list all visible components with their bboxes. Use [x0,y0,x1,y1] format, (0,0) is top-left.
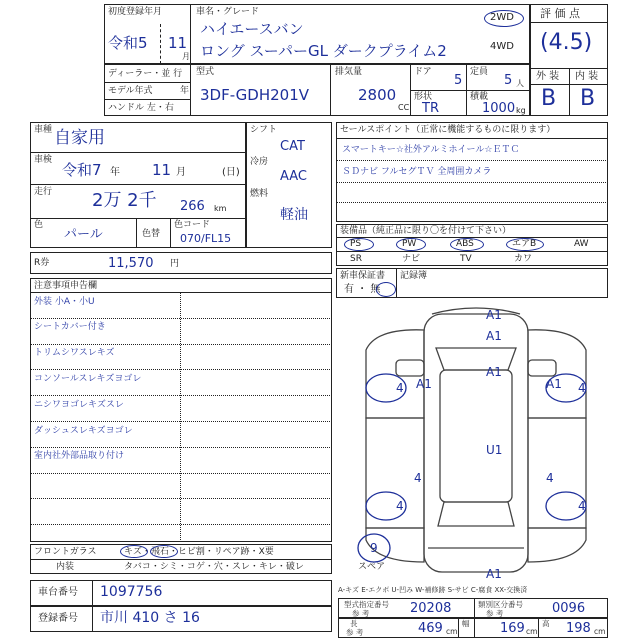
note-row-line [30,524,332,525]
inspection-year-unit: 年 [110,167,120,178]
interior-cond-text: タバコ・シミ・コゲ・穴・スレ・キレ・破レ [124,562,304,572]
capacity-unit: 人 [516,79,524,88]
car-windshield [436,348,516,370]
ref-label-3: 参 考 [346,628,364,637]
note-row-line [30,344,332,345]
width-unit: cm [526,627,538,636]
width-label: 幅 [462,619,470,628]
damage-mark: 4 [578,499,586,513]
mileage-sub: 266 [180,199,205,214]
exterior-label: 外 装 [536,71,560,82]
chassis-label: 車台番号 [38,587,78,598]
equip-aw: AW [574,239,589,249]
left-mirror [396,360,424,376]
grade: ロング スーパーGL ダークプライム2 [200,42,447,60]
note-item: ニシワヨゴレキズスレ [34,400,124,410]
glass-chip-circle [150,545,178,558]
height-label: 高 [542,619,550,628]
color-value: パール [64,227,103,242]
inspection-month: 11 [152,161,172,179]
equip-pw: PW [402,239,417,249]
spare-label: スペア [358,562,386,572]
displacement-label: 排気量 [335,67,363,77]
score-value: (4.5) [540,30,593,55]
note-row-line [30,473,332,474]
note-item: 外装 小A・小U [34,297,95,307]
note-item: 室内社外部品取り付け [34,451,125,461]
damage-mark: 4 [396,381,404,395]
damage-mark: A1 [546,377,562,391]
damage-mark: 4 [396,499,404,513]
warranty-label: 新車保証書 [340,271,386,281]
right-front-fender [528,330,586,418]
note-row-line [30,447,332,448]
note-row-line [30,498,332,499]
inspection-day-unit: (日) [222,167,240,178]
glass-scratch-circle [120,545,148,558]
inspection-label: 車検 [34,155,53,165]
car-diagram [336,300,616,580]
recycle-section [30,252,332,274]
capacity-value: 5 [504,73,513,88]
usage-value: 自家用 [54,128,105,148]
right-rear-fender [528,528,586,562]
interior-cond-label: 内装 [56,562,75,572]
length-value: 469 [418,621,443,636]
note-row-line [30,318,332,319]
interior-label: 内 装 [575,71,599,82]
first-reg-label: 初度登録年月 [108,7,163,17]
car-roof [440,370,512,502]
name-label: 車名・グレード [196,7,260,17]
color-code-value: 070/FL15 [180,232,232,245]
mileage-label: 走行 [34,187,53,197]
type-label: 型式 [196,67,215,77]
type-value: 3DF-GDH201V [200,86,310,104]
damage-mark: A1 [486,329,502,343]
front-glass-text: キズ・飛石・ヒビ割・リペア跡・X要 [124,547,274,557]
note-item: シートカバー付き [34,322,106,332]
note-row-line [30,421,332,422]
selling-point-line2: ＳＤナビ フルセグＴＶ 全周囲カメラ [342,167,492,177]
damage-mark: 4 [578,381,586,395]
ref-label-1: 参 考 [352,609,370,618]
mileage-main: 2万 2千 [92,190,157,211]
fuel-label: 燃料 [250,189,269,199]
length-unit: cm [446,627,458,636]
notes-label: 注意事項申告欄 [34,281,98,291]
mileage-unit: km [214,204,227,213]
equip-sr: SR [350,254,362,264]
damage-mark: U1 [486,443,503,457]
capacity-label: 定員 [470,67,489,77]
damage-mark: A1 [486,567,502,581]
equip-tv: TV [460,254,472,264]
ac-value: AAC [280,169,307,184]
height-unit: cm [594,627,606,636]
month-unit: 月 [182,52,190,61]
height-value: 198 [566,621,591,636]
recycle-label: R券 [34,258,50,268]
displacement-value: 2800 [358,86,397,104]
front-glass-label: フロントガラス [34,547,97,557]
note-row-line [30,395,332,396]
equip-abs: ABS [456,239,474,249]
car-name: ハイエースバン [200,20,304,38]
equipment-label: 装備品（純正品に限り〇を付けて下さい） [340,226,512,236]
interior-grade: B [580,86,596,111]
spare-value: 9 [370,541,378,555]
note-item: ダッシュスレキズヨゴレ [34,426,133,436]
record-label: 記録簿 [400,271,428,281]
damage-mark: A1 [486,308,502,322]
inspection-era: 令和7 [62,161,102,179]
color-change-label: 色替 [142,229,161,239]
model-year-label: モデル年式 [108,86,153,96]
damage-mark: 4 [546,471,554,485]
recycle-unit: 円 [170,259,180,269]
equip-leather: カワ [514,254,533,264]
category-value: 0096 [552,601,586,616]
load-unit: kg [516,106,526,115]
chassis-value: 1097756 [100,584,163,600]
score-label: 評 価 点 [540,7,580,20]
ref-label-2: 参 考 [486,609,504,618]
inspection-month-unit: 月 [176,167,186,178]
model-cert-label: 型式指定番号 [344,600,389,609]
ac-label: 冷房 [250,157,269,167]
handle-label: ハンドル 左・右 [108,103,174,113]
door-label: ドア [414,67,432,77]
car-rear-window [438,502,514,526]
usage-label: 車種 [34,125,53,135]
left-front-fender [366,330,424,418]
length-label: 長 [350,619,358,628]
selling-point-line1: スマートキー☆社外アルミホイール☆ＥＴＣ [342,145,520,155]
width-value: 169 [500,621,525,636]
dealer-label: ディーラー・並 行 [108,69,183,79]
car-front-bumper [432,308,520,314]
plate-label: 登録番号 [38,613,78,624]
note-item: トリムシワスレキズ [34,348,115,358]
shape-label: 形状 [414,92,433,102]
recycle-amount: 11,570 [108,256,154,271]
equip-ps: PS [350,239,362,249]
color-code-label: 色コード [174,220,211,230]
load-value: 1000 [482,101,516,116]
shift-label: シフト [250,125,278,135]
equip-airbag: エアB [512,239,537,249]
fuel-value: 軽油 [280,207,308,223]
model-cert-value: 20208 [410,601,452,616]
damage-mark: A1 [486,365,502,379]
damage-mark: 4 [414,471,422,485]
damage-mark: A1 [416,377,432,391]
first-reg-month: 11 [168,34,188,52]
note-row-line [30,369,332,370]
diagram-legend: A-キズ E-エクボ U-凹み W-補修跡 S-サビ C-腐食 XX-交換済 [338,586,528,594]
right-mirror [528,360,556,376]
shape-value: TR [422,101,439,116]
warranty-circle [376,282,396,297]
warranty-value: 有 ・ 無 [344,284,381,295]
first-reg-era: 令和5 [108,34,148,52]
note-item: コンソールスレキズヨゴレ [34,374,142,384]
plate-value: 市川 410 さ 16 [100,610,200,626]
exterior-grade: B [541,86,557,111]
model-year-unit: 年 [180,86,190,96]
selling-points-label: セールスポイント（正常に機能するものに限ります） [340,125,556,135]
cc-unit: CC [398,103,410,112]
shift-value: CAT [280,139,305,154]
color-label: 色 [34,220,44,230]
2wd-label: 2WD [490,12,514,23]
4wd-label: 4WD [490,41,514,52]
load-label: 積載 [470,92,489,102]
category-label: 類別区分番号 [478,600,523,609]
equip-navi: ナビ [402,254,421,264]
doors-value: 5 [454,73,463,88]
